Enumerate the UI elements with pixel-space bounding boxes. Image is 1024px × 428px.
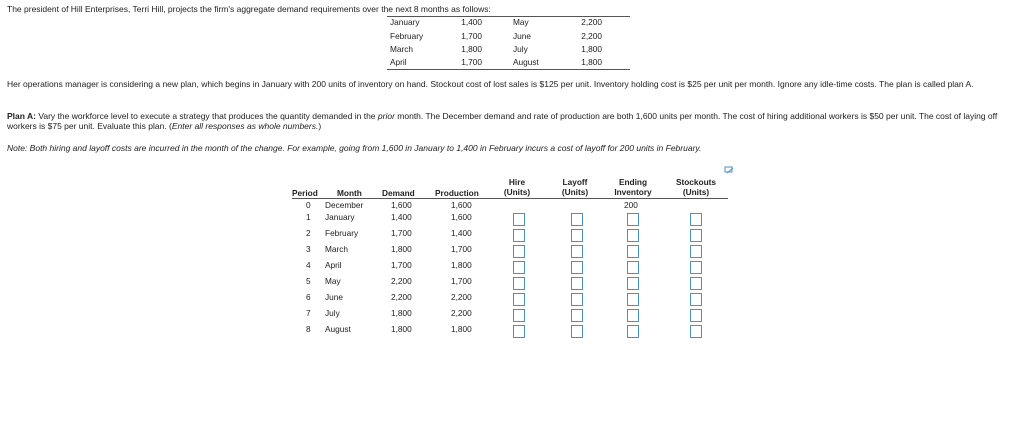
ending-inventory-input[interactable] [627, 261, 639, 274]
intro-text: The president of Hill Enterprises, Terri Hill, projects the firm's aggregate demand requirements over the next 8 months as follows: [7, 4, 491, 14]
hire-input[interactable] [513, 309, 525, 322]
demand-row: February 1,700 June 2,200 [390, 31, 602, 41]
layoff-input[interactable] [571, 261, 583, 274]
header-hire: Hire (Units) [503, 177, 531, 197]
hire-input[interactable] [513, 229, 525, 242]
layoff-input[interactable] [571, 325, 583, 338]
stockouts-input[interactable] [690, 245, 702, 258]
header-month: Month [337, 188, 362, 198]
header-ending-inventory: Ending Inventory [614, 177, 652, 197]
header-demand: Demand [382, 188, 415, 198]
stockouts-input[interactable] [690, 261, 702, 274]
table-row: 4 April 1,700 1,800 [292, 260, 728, 275]
header-layoff: Layoff (Units) [561, 177, 589, 197]
stockouts-input[interactable] [690, 277, 702, 290]
note-text: Note: Both hiring and layoff costs are incurred in the month of the change. For example, going from 1,600 in January to 1,400 in February incurs a cost of layoff for 200 units in February. [7, 143, 702, 153]
demand-row: April 1,700 August 1,800 [390, 57, 602, 67]
table-row: 1 January 1,400 1,600 [292, 212, 728, 227]
ending-inventory-input[interactable] [627, 293, 639, 306]
table-row: 5 May 2,200 1,700 [292, 276, 728, 291]
plan-a-text: Plan A: Vary the workforce level to execute a strategy that produces the quantity demanded in the prior month. The December demand and rate of production are both 1,600 units per month. The cost of hiring additional workers is $50 per unit. The cost of laying off workers is $75 per unit. Evaluate this plan. (Enter all responses as whole numbers.) [7, 111, 998, 131]
ending-inventory-input[interactable] [627, 309, 639, 322]
table-row: 3 March 1,800 1,700 [292, 244, 728, 259]
demand-row: January 1,400 May 2,200 [390, 17, 602, 27]
layoff-input[interactable] [571, 277, 583, 290]
ending-inventory-input[interactable] [627, 325, 639, 338]
stockouts-input[interactable] [690, 325, 702, 338]
stockouts-input[interactable] [690, 229, 702, 242]
ending-inventory-input[interactable] [627, 245, 639, 258]
layoff-input[interactable] [571, 245, 583, 258]
hire-input[interactable] [513, 245, 525, 258]
layoff-input[interactable] [571, 213, 583, 226]
table-row: 0 December 1,600 1,600 200 [306, 200, 638, 210]
layoff-input[interactable] [571, 309, 583, 322]
table-row: 6 June 2,200 2,200 [292, 292, 728, 307]
header-stockouts: Stockouts (Units) [675, 177, 717, 197]
hire-input[interactable] [513, 277, 525, 290]
plan-description: Her operations manager is considering a new plan, which begins in January with 200 units of inventory on hand. Stockout cost of lost sales is $125 per unit. Inventory holding cost is $25 per unit per month. Ignore any idle-time costs. The plan is called plan A. [7, 79, 974, 89]
hire-input[interactable] [513, 261, 525, 274]
stockouts-input[interactable] [690, 213, 702, 226]
layoff-input[interactable] [571, 293, 583, 306]
table-row: 7 July 1,800 2,200 [292, 308, 728, 323]
header-production: Production [435, 188, 479, 198]
table-row: 8 August 1,800 1,800 [292, 324, 728, 339]
ending-inventory-input[interactable] [627, 229, 639, 242]
hire-input[interactable] [513, 293, 525, 306]
edit-icon[interactable] [724, 166, 734, 174]
ending-inventory-input[interactable] [627, 277, 639, 290]
demand-row: March 1,800 July 1,800 [390, 44, 602, 54]
table-row: 2 February 1,700 1,400 [292, 228, 728, 243]
stockouts-input[interactable] [690, 309, 702, 322]
ending-inventory-input[interactable] [627, 213, 639, 226]
hire-input[interactable] [513, 325, 525, 338]
hire-input[interactable] [513, 213, 525, 226]
header-period: Period [292, 188, 318, 198]
plan-table [292, 177, 728, 337]
layoff-input[interactable] [571, 229, 583, 242]
stockouts-input[interactable] [690, 293, 702, 306]
